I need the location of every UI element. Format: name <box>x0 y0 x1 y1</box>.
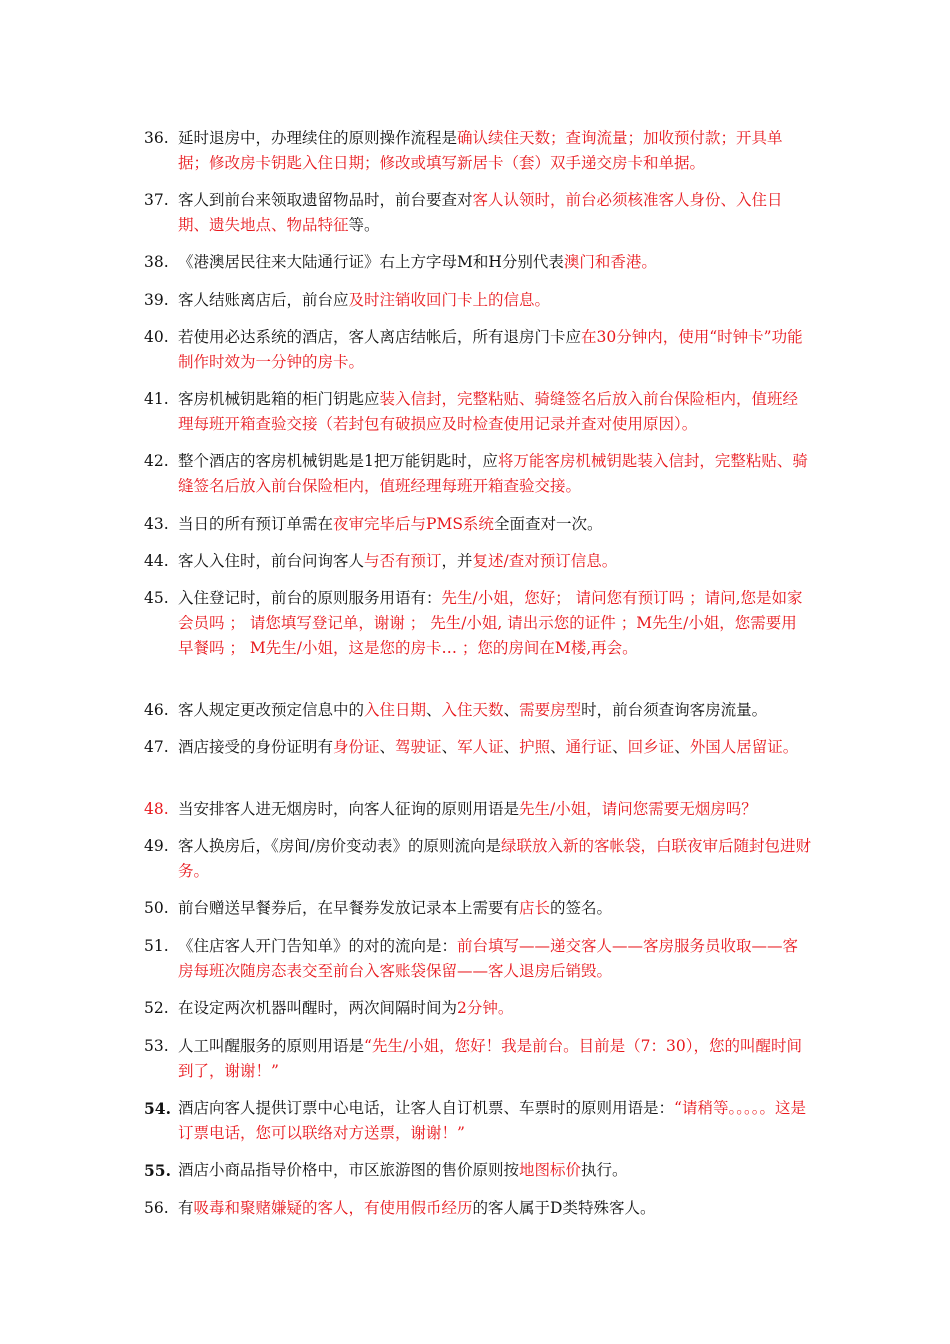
question-text: ，并 <box>441 552 473 570</box>
list-item <box>144 834 812 884</box>
question-text: 《港澳居民往来大陆通行证》右上方字母M和H分别代表 <box>178 253 564 271</box>
highlighted-answer: “请稍等。。。。。这是订票电话，您可以联络对方送票，谢谢！” <box>178 1099 806 1142</box>
question-text: 在设定两次机器叫醒时，两次间隔时间为 <box>178 999 458 1017</box>
question-text: 酒店向客人提供订票中心电话，让客人自订机票、车票时的原则用语是： <box>178 1099 675 1117</box>
highlighted-answer: 身份证 <box>333 738 380 756</box>
highlighted-answer: 复述/查对预订信息。 <box>472 552 618 570</box>
list-item <box>144 288 812 313</box>
question-text: 全面查对一次。 <box>493 515 603 533</box>
list-item <box>144 996 812 1021</box>
highlighted-answer: 先生/小姐，您好； 请问您有预订吗 ；请问,您是如家会员吗 ； 请您填写登记单，谢谢 ； 先生/小姐, 请出示您的证件 ；M先生/小姐，您需要用早餐吗 ； M先生/小姐，这是您的房卡… ；您的房间在M楼,再会。 <box>178 589 803 657</box>
item-text <box>178 449 812 499</box>
highlighted-answer: 入住日期 <box>364 701 427 719</box>
item-number: 37. <box>144 191 169 209</box>
item-text <box>178 188 812 238</box>
list-item <box>144 512 812 537</box>
item-number: 41. <box>144 390 169 408</box>
list-item <box>144 735 812 760</box>
question-text: 、 <box>674 738 690 756</box>
list-item <box>144 1034 812 1084</box>
question-text: 酒店接受的身份证明有 <box>178 738 334 756</box>
item-text <box>178 1096 812 1146</box>
question-text: 当日的所有预订单需在 <box>178 515 334 533</box>
list-item <box>144 387 812 437</box>
highlighted-answer: 先生/小姐，请问您需要无烟房吗？ <box>519 800 757 818</box>
item-text <box>178 934 812 984</box>
item-text <box>178 586 812 661</box>
item-number: 40. <box>144 328 169 346</box>
item-text <box>178 512 812 537</box>
list-item <box>144 1196 812 1221</box>
list-item <box>144 126 812 176</box>
item-text <box>178 387 812 437</box>
item-number: 52. <box>144 999 169 1017</box>
item-number: 43. <box>144 515 169 533</box>
item-text <box>178 1196 812 1221</box>
highlighted-answer: 驾驶证 <box>395 738 442 756</box>
question-text: 《住店客人开门告知单》的对的流向是： <box>178 937 458 955</box>
item-number: 45. <box>144 589 169 607</box>
item-text <box>178 698 812 723</box>
list-item <box>144 325 812 375</box>
highlighted-answer: 澳门和香港。 <box>563 253 657 271</box>
highlighted-answer: 装入信封，完整粘贴、骑缝签名后放入前台保险柜内，值班经理每班开箱查验交接（若封包有破损应及时检查使用记录并查对使用原因）。 <box>178 390 799 433</box>
list-item <box>144 250 812 275</box>
item-text <box>178 325 812 375</box>
item-number: 48. <box>144 800 169 818</box>
item-text <box>178 126 812 176</box>
highlighted-answer: 客人认领时，前台必须核准客人身份、入住日期、遗失地点、物品特征 <box>178 191 783 234</box>
question-text: 当安排客人进无烟房时，向客人征询的原则用语是 <box>178 800 520 818</box>
item-text <box>178 735 812 760</box>
question-text: 等。 <box>348 216 380 234</box>
list-item <box>144 549 812 574</box>
list-item <box>144 449 812 499</box>
highlighted-answer: 外国人居留证。 <box>689 738 799 756</box>
item-text <box>178 288 812 313</box>
question-text: 整个酒店的客房机械钥匙是1把万能钥匙时，应 <box>178 452 498 470</box>
question-text: 客人换房后，《房间/房价变动表》的原则流向是 <box>178 837 501 855</box>
item-text <box>178 549 812 574</box>
question-text: 、 <box>503 701 520 719</box>
question-text: 时，前台须查询客房流量。 <box>581 701 768 719</box>
list-item <box>144 698 812 723</box>
question-text: 、 <box>612 738 628 756</box>
item-text <box>178 996 812 1021</box>
highlighted-answer: 与否有预订 <box>364 552 442 570</box>
question-text: 前台赠送早餐券后，在早餐券发放记录本上需要有 <box>178 899 520 917</box>
question-text: 、 <box>550 738 566 756</box>
item-text <box>178 797 812 822</box>
highlighted-answer: 地图标价 <box>519 1161 582 1179</box>
question-text: 的签名。 <box>550 899 613 917</box>
question-text: 若使用必达系统的酒店，客人离店结帐后，所有退房门卡应 <box>178 328 582 346</box>
highlighted-answer: 军人证 <box>457 738 504 756</box>
highlighted-answer: 确认续住天数；查询流量；加收预付款；开具单据；修改房卡钥匙入住日期；修改或填写新居卡（套）双手递交房卡和单据。 <box>178 129 783 172</box>
highlighted-answer: 2分钟。 <box>457 999 514 1017</box>
highlighted-answer: 绿联放入新的客帐袋，白联夜审后随封包进财务。 <box>178 837 811 880</box>
list-item <box>144 934 812 984</box>
item-number: 50. <box>144 899 169 917</box>
item-text <box>178 1034 812 1084</box>
item-text <box>178 250 812 275</box>
highlighted-answer: 回乡证 <box>627 738 675 756</box>
list-item <box>144 896 812 921</box>
question-text: 客人入住时，前台问询客人 <box>178 552 365 570</box>
highlighted-answer: 护照 <box>519 738 551 756</box>
highlighted-answer: 需要房型 <box>519 701 582 719</box>
item-number: 38. <box>144 253 169 271</box>
item-number: 39. <box>144 291 169 309</box>
question-text: 有 <box>178 1199 194 1217</box>
question-text: 、 <box>503 738 520 756</box>
item-text <box>178 834 812 884</box>
item-number: 44. <box>144 552 169 570</box>
highlighted-answer: 通行证 <box>565 738 613 756</box>
item-number: 56. <box>144 1199 169 1217</box>
item-number: 36. <box>144 129 169 147</box>
question-text: 客房机械钥匙箱的柜门钥匙应 <box>178 390 380 408</box>
item-text <box>178 1158 812 1183</box>
question-text: 人工叫醒服务的原则用语是 <box>178 1037 365 1055</box>
item-number: 54. <box>144 1099 171 1118</box>
item-number: 55. <box>144 1161 171 1180</box>
item-text <box>178 896 812 921</box>
item-number: 46. <box>144 701 169 719</box>
question-text: 酒店小商品指导价格中，市区旅游图的售价原则按 <box>178 1161 520 1179</box>
question-text: 客人规定更改预定信息中的 <box>178 701 365 719</box>
highlighted-answer: 夜审完毕后与PMS系统 <box>333 515 494 533</box>
highlighted-answer: 及时注销收回门卡上的信息。 <box>348 291 551 309</box>
highlighted-answer: “先生/小姐，您好！我是前台。目前是（7：30），您的叫醒时间到了，谢谢！” <box>178 1037 802 1080</box>
list-item <box>144 1158 812 1183</box>
item-number: 53. <box>144 1037 169 1055</box>
list-item <box>144 188 812 238</box>
item-number: 51. <box>144 937 169 955</box>
list-item <box>144 586 812 661</box>
question-text: 、 <box>426 701 442 719</box>
question-text: 客人结账离店后，前台应 <box>178 291 349 309</box>
question-text: 、 <box>441 738 458 756</box>
item-number: 49. <box>144 837 169 855</box>
question-text: 延时退房中，办理续住的原则操作流程是 <box>178 129 458 147</box>
question-text: 客人到前台来领取遗留物品时，前台要查对 <box>178 191 473 209</box>
list-item <box>144 1096 812 1146</box>
question-text: 的客人属于D类特殊客人。 <box>472 1199 656 1217</box>
highlighted-answer: 在30分钟内，使用“时钟卡”功能制作时效为一分钟的房卡。 <box>178 328 803 371</box>
item-number: 42. <box>144 452 169 470</box>
highlighted-answer: 入住天数 <box>441 701 504 719</box>
highlighted-answer: 吸毒和聚赌嫌疑的客人，有使用假币经历 <box>193 1199 473 1217</box>
question-text: 入住登记时，前台的原则服务用语有： <box>178 589 442 607</box>
list-item <box>144 797 812 822</box>
highlighted-answer: 将万能客房机械钥匙装入信封，完整粘贴、骑缝签名后放入前台保险柜内，值班经理每班开箱查验交接。 <box>178 452 808 495</box>
highlighted-answer: 店长 <box>519 899 551 917</box>
question-text: 、 <box>379 738 396 756</box>
question-text: 执行。 <box>581 1161 628 1179</box>
highlighted-answer: 前台填写——递交客人——客房服务员收取——客房每班次随房态表交至前台入客账袋保留——客人退房后销毁。 <box>178 937 799 980</box>
item-number: 47. <box>144 738 169 756</box>
